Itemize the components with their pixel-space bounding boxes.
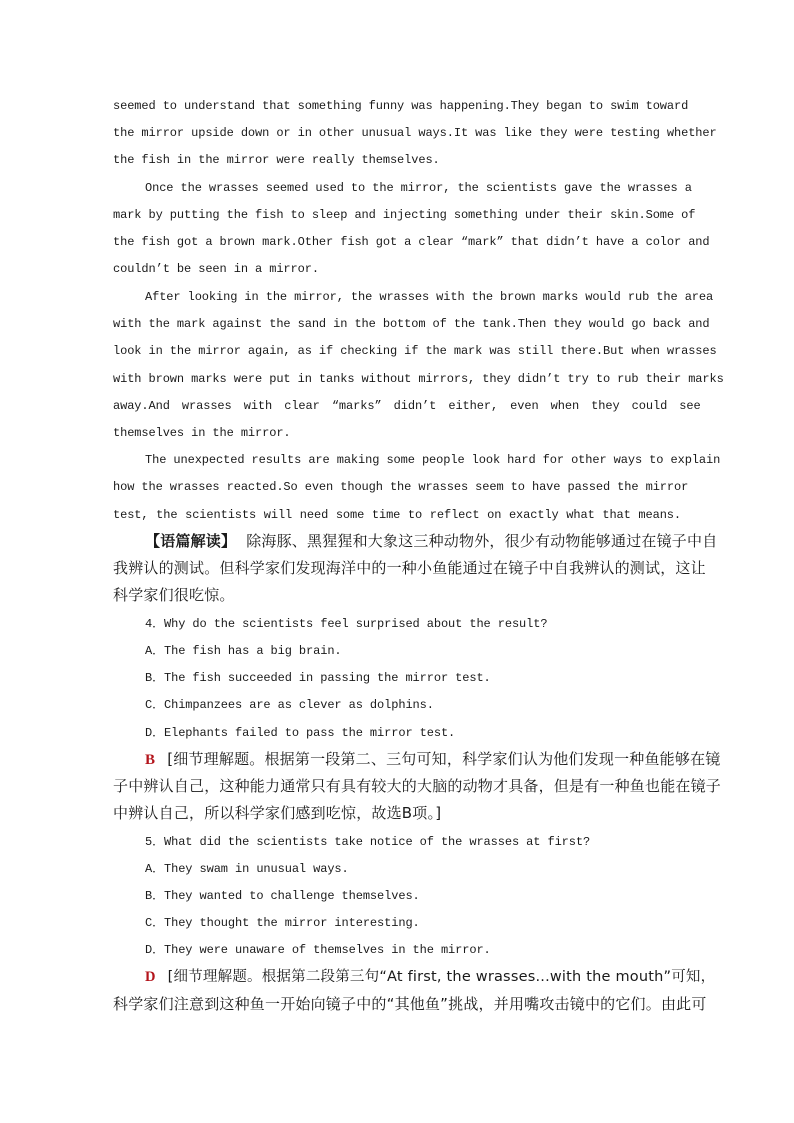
passage-line: away.And wrasses with clear “marks” didn’t either, even when they could see — [113, 399, 701, 413]
question-4-stem: 4．Why do the scientists feel surprised about the result? — [145, 617, 548, 631]
passage-line: themselves in the mirror. — [113, 426, 291, 440]
passage-line: look in the mirror again, as if checking if the mark was still there.But when wrasses — [113, 344, 717, 358]
interpretation-line: 我辨认的测试。但科学家们发现海洋中的一种小鱼能通过在镜子中自我辨认的测试，这让 — [113, 559, 706, 577]
q5-option-d: D．They were unaware of themselves in the mirror. — [145, 943, 491, 957]
passage-line: how the wrasses reacted.So even though the wrasses seem to have passed the mirror — [113, 480, 689, 494]
interpretation-label: 【语篇解读】 — [145, 532, 237, 550]
q4-option-c: C．Chimpanzees are as clever as dolphins. — [145, 698, 434, 712]
passage-line: mark by putting the fish to sleep and injecting something under their skin.Some of — [113, 208, 696, 222]
interpretation-text: 除海豚、黑猩猩和大象这三种动物外，很少有动物能够通过在镜子中自 — [246, 532, 718, 550]
q5-explanation-line: 科学家们注意到这种鱼一开始向镜子中的“其他鱼”挑战，并用嘴攻击镜中的它们。由此可 — [113, 995, 707, 1013]
q5-explanation-text: [细节理解题。根据第二段第三句“At first, the wrasses...with the mouth”可知， — [167, 969, 716, 985]
passage-line: Once the wrasses seemed used to the mirror, the scientists gave the wrasses a — [145, 181, 692, 195]
passage-line: seemed to understand that something funny was happening.They began to swim toward — [113, 99, 689, 113]
interpretation-line: 科学家们很吃惊。 — [113, 586, 235, 604]
q4-option-d: D．Elephants failed to pass the mirror test. — [145, 726, 456, 740]
interpretation-line — [145, 531, 718, 551]
q5-option-c: C．They thought the mirror interesting. — [145, 916, 420, 930]
q4-option-b: B．The fish succeeded in passing the mirror test. — [145, 671, 491, 685]
question-5-stem: 5．What did the scientists take notice of the wrasses at first? — [145, 835, 591, 849]
q4-option-a: A．The fish has a big brain. — [145, 644, 342, 658]
passage-line: the fish in the mirror were really themselves. — [113, 153, 440, 167]
passage-line: test, the scientists will need some time to reflect on exactly what that means. — [113, 508, 681, 522]
q4-explanation-text: [细节理解题。根据第一段第二、三句可知，科学家们认为他们发现一种鱼能够在镜 — [167, 750, 721, 768]
passage-line: the mirror upside down or in other unusual ways.It was like they were testing whether — [113, 126, 717, 140]
passage-line: The unexpected results are making some people look hard for other ways to explain — [145, 453, 721, 467]
q4-answer-mark: B — [145, 752, 156, 768]
passage-line: with the mark against the sand in the bottom of the tank.Then they would go back and — [113, 317, 710, 331]
q4-explanation-line: 子中辨认自己，这种能力通常只有具有较大的大脑的动物才具备，但是有一种鱼也能在镜子 — [113, 777, 722, 795]
q4-explanation-line: 中辨认自己，所以科学家们感到吃惊，故选B项。] — [113, 804, 442, 822]
q5-option-a: A．They swam in unusual ways. — [145, 862, 349, 876]
q5-answer-mark: D — [145, 969, 156, 985]
passage-line: the fish got a brown mark.Other fish got a clear “mark” that didn’t have a color and — [113, 235, 710, 249]
passage-line: After looking in the mirror, the wrasses with the brown marks would rub the area — [145, 290, 714, 304]
q5-option-b: B．They wanted to challenge themselves. — [145, 889, 420, 903]
passage-line: couldn’t be seen in a mirror. — [113, 262, 319, 276]
q5-explanation-line — [145, 967, 716, 987]
q4-explanation-line — [145, 749, 721, 770]
passage-line: with brown marks were put in tanks without mirrors, they didn’t try to rub their marks — [113, 372, 724, 386]
